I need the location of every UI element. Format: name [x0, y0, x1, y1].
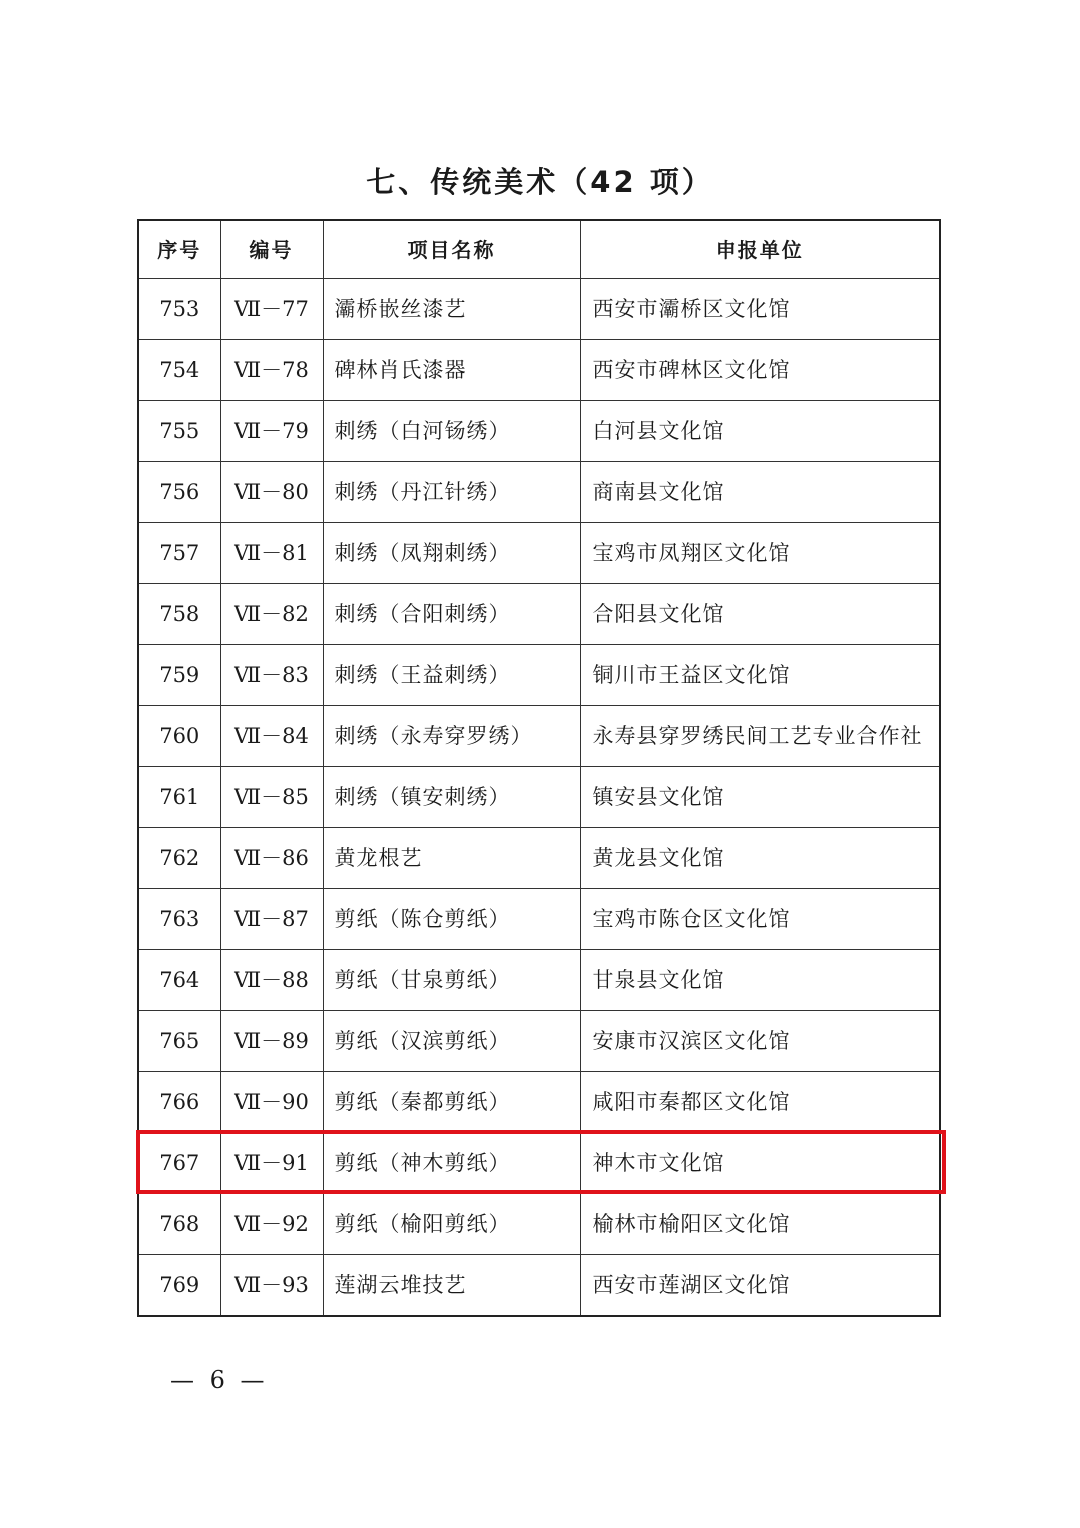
- table-row: [138, 1011, 940, 1072]
- header-code: 编号: [220, 220, 323, 279]
- cell-project-name: 刺绣（永寿穿罗绣）: [323, 706, 580, 767]
- cell-seq: 768: [138, 1194, 220, 1255]
- cell-seq: 763: [138, 889, 220, 950]
- cell-project-name: 刺绣（凤翔刺绣）: [323, 523, 580, 584]
- cell-project-name: 剪纸（秦都剪纸）: [323, 1072, 580, 1133]
- cell-project-name: 刺绣（镇安刺绣）: [323, 767, 580, 828]
- table-row: [138, 950, 940, 1011]
- cell-seq: 755: [138, 401, 220, 462]
- cell-project-name: 剪纸（汉滨剪纸）: [323, 1011, 580, 1072]
- cell-code: Ⅶ－84: [220, 706, 323, 767]
- cell-applicant-unit: 西安市灞桥区文化馆: [580, 279, 940, 340]
- cell-seq: 767: [138, 1133, 220, 1194]
- cell-seq: 759: [138, 645, 220, 706]
- cell-seq: 756: [138, 462, 220, 523]
- table-row: [138, 828, 940, 889]
- page-number: — 6 —: [170, 1366, 269, 1394]
- page-title: 七、传统美术（42 项）: [366, 165, 714, 199]
- cell-project-name: 剪纸（榆阳剪纸）: [323, 1194, 580, 1255]
- header-project-name: 项目名称: [323, 220, 580, 279]
- table-row: [138, 279, 940, 340]
- cell-code: Ⅶ－81: [220, 523, 323, 584]
- table-header: [138, 220, 940, 279]
- table-row: [138, 1255, 940, 1317]
- cell-applicant-unit: 商南县文化馆: [580, 462, 940, 523]
- cell-project-name: 莲湖云堆技艺: [323, 1255, 580, 1317]
- cell-seq: 769: [138, 1255, 220, 1317]
- cell-project-name: 刺绣（白河钖绣）: [323, 401, 580, 462]
- cell-seq: 753: [138, 279, 220, 340]
- header-applicant-unit: 申报单位: [580, 220, 940, 279]
- table-row: [138, 401, 940, 462]
- cell-project-name: 碑林肖氏漆器: [323, 340, 580, 401]
- cell-applicant-unit: 白河县文化馆: [580, 401, 940, 462]
- cell-applicant-unit: 镇安县文化馆: [580, 767, 940, 828]
- cell-applicant-unit: 神木市文化馆: [580, 1133, 940, 1194]
- cell-code: Ⅶ－79: [220, 401, 323, 462]
- cell-project-name: 刺绣（合阳刺绣）: [323, 584, 580, 645]
- cell-seq: 754: [138, 340, 220, 401]
- heritage-project-table: [137, 219, 941, 1317]
- cell-applicant-unit: 甘泉县文化馆: [580, 950, 940, 1011]
- cell-code: Ⅶ－82: [220, 584, 323, 645]
- table-row: [138, 462, 940, 523]
- cell-project-name: 灞桥嵌丝漆艺: [323, 279, 580, 340]
- cell-applicant-unit: 永寿县穿罗绣民间工艺专业合作社: [580, 706, 940, 767]
- table-row: [138, 523, 940, 584]
- cell-project-name: 黄龙根艺: [323, 828, 580, 889]
- cell-seq: 764: [138, 950, 220, 1011]
- cell-seq: 765: [138, 1011, 220, 1072]
- table-row-highlighted: [138, 1133, 940, 1194]
- cell-seq: 760: [138, 706, 220, 767]
- table-row: [138, 767, 940, 828]
- cell-code: Ⅶ－83: [220, 645, 323, 706]
- cell-code: Ⅶ－80: [220, 462, 323, 523]
- cell-code: Ⅶ－78: [220, 340, 323, 401]
- cell-code: Ⅶ－91: [220, 1133, 323, 1194]
- cell-applicant-unit: 铜川市王益区文化馆: [580, 645, 940, 706]
- header-seq: 序号: [138, 220, 220, 279]
- table-header-row: [138, 220, 940, 279]
- cell-project-name: 刺绣（王益刺绣）: [323, 645, 580, 706]
- cell-seq: 758: [138, 584, 220, 645]
- cell-applicant-unit: 西安市莲湖区文化馆: [580, 1255, 940, 1317]
- cell-code: Ⅶ－92: [220, 1194, 323, 1255]
- cell-project-name: 剪纸（神木剪纸）: [323, 1133, 580, 1194]
- table-row: [138, 1072, 940, 1133]
- cell-project-name: 刺绣（丹江针绣）: [323, 462, 580, 523]
- table-row: [138, 706, 940, 767]
- table-row: [138, 889, 940, 950]
- table-row: [138, 645, 940, 706]
- cell-code: Ⅶ－77: [220, 279, 323, 340]
- cell-seq: 757: [138, 523, 220, 584]
- cell-applicant-unit: 合阳县文化馆: [580, 584, 940, 645]
- cell-seq: 766: [138, 1072, 220, 1133]
- cell-code: Ⅶ－85: [220, 767, 323, 828]
- cell-code: Ⅶ－89: [220, 1011, 323, 1072]
- cell-seq: 761: [138, 767, 220, 828]
- cell-project-name: 剪纸（甘泉剪纸）: [323, 950, 580, 1011]
- cell-project-name: 剪纸（陈仓剪纸）: [323, 889, 580, 950]
- cell-code: Ⅶ－87: [220, 889, 323, 950]
- cell-seq: 762: [138, 828, 220, 889]
- table-row: [138, 1194, 940, 1255]
- cell-applicant-unit: 西安市碑林区文化馆: [580, 340, 940, 401]
- cell-applicant-unit: 安康市汉滨区文化馆: [580, 1011, 940, 1072]
- cell-applicant-unit: 榆林市榆阳区文化馆: [580, 1194, 940, 1255]
- cell-code: Ⅶ－90: [220, 1072, 323, 1133]
- table-body: [138, 279, 940, 1317]
- cell-applicant-unit: 宝鸡市陈仓区文化馆: [580, 889, 940, 950]
- cell-applicant-unit: 宝鸡市凤翔区文化馆: [580, 523, 940, 584]
- cell-applicant-unit: 咸阳市秦都区文化馆: [580, 1072, 940, 1133]
- cell-code: Ⅶ－93: [220, 1255, 323, 1317]
- cell-applicant-unit: 黄龙县文化馆: [580, 828, 940, 889]
- cell-code: Ⅶ－86: [220, 828, 323, 889]
- table-row: [138, 584, 940, 645]
- cell-code: Ⅶ－88: [220, 950, 323, 1011]
- table-row: [138, 340, 940, 401]
